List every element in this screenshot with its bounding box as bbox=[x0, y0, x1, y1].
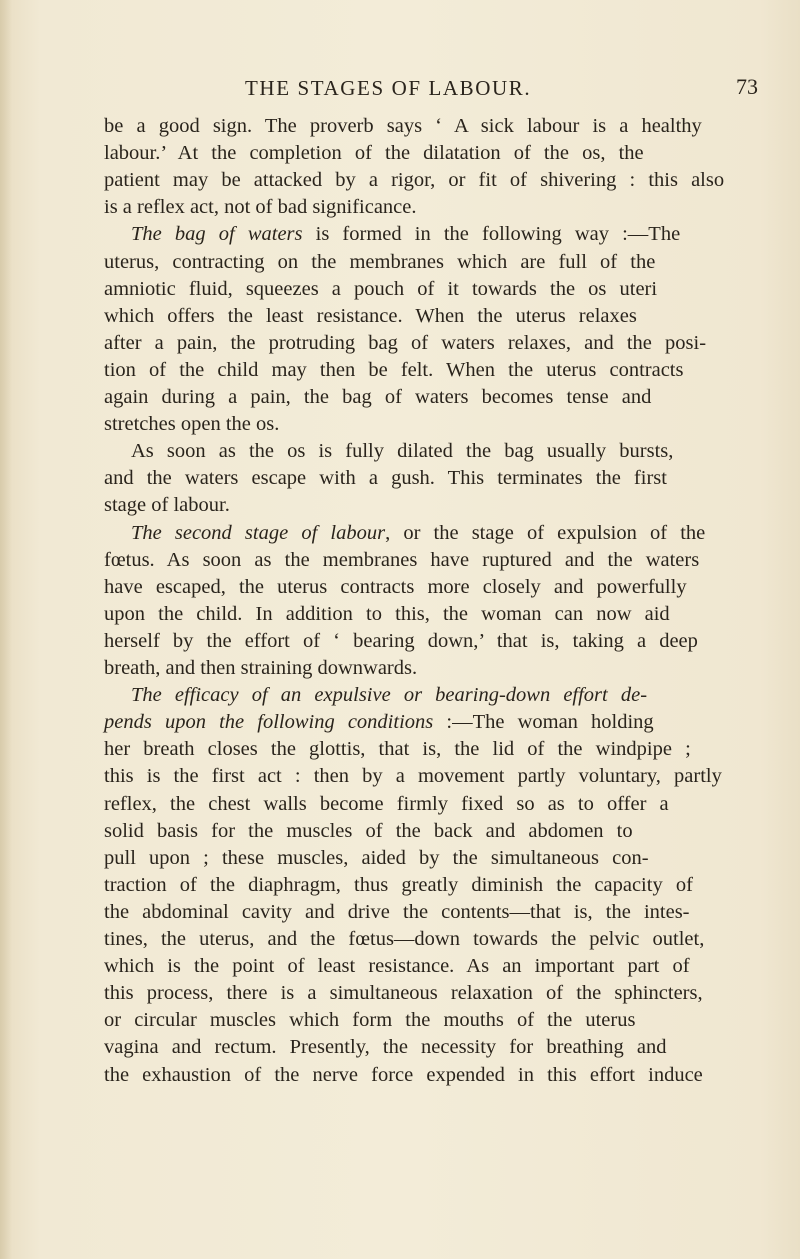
text-line-content bbox=[104, 708, 654, 736]
text-line bbox=[104, 248, 655, 276]
text-run: and the waters escape with a gush. This terminates the first bbox=[104, 467, 667, 490]
text-run: this is the first act : then by a movement partly voluntary, partly bbox=[104, 765, 722, 788]
italic-run: The bag of waters bbox=[131, 223, 303, 246]
text-run: amniotic fluid, squeezes a pouch of it towards the os uteri bbox=[104, 277, 658, 300]
text-run: pull upon ; these muscles, aided by the simultaneous con- bbox=[104, 846, 649, 869]
text-line-content bbox=[104, 600, 670, 628]
text-line bbox=[104, 762, 722, 790]
text-line bbox=[104, 1033, 666, 1061]
text-run: be a good sign. The proverb says ‘ A sick labour is a healthy bbox=[104, 115, 702, 137]
text-line-content bbox=[131, 681, 647, 709]
text-line bbox=[104, 817, 633, 845]
text-run: again during a pain, the bag of waters becomes tense and bbox=[104, 386, 652, 408]
text-run: vagina and rectum. Presently, the necessity for breathing and bbox=[104, 1036, 667, 1059]
text-run: upon the child. In addition to this, the woman can now aid bbox=[104, 602, 670, 625]
text-line bbox=[104, 410, 279, 438]
text-line-content bbox=[104, 275, 657, 303]
text-line-content bbox=[104, 898, 690, 926]
text-line-content bbox=[104, 302, 637, 330]
text-line-content bbox=[104, 817, 633, 845]
page-header bbox=[0, 76, 800, 106]
text-run: uterus, contracting on the membranes which are full of the bbox=[104, 250, 656, 273]
text-line-content bbox=[104, 139, 644, 167]
text-run: is a reflex act, not of bad significance. bbox=[104, 196, 417, 219]
text-line bbox=[104, 790, 669, 818]
text-line-content bbox=[104, 654, 417, 682]
text-line-content bbox=[131, 437, 673, 465]
text-run: which offers the least resistance. When the uterus relaxes bbox=[104, 304, 637, 327]
italic-run: pends upon the following conditions bbox=[104, 711, 434, 734]
text-line-content bbox=[104, 979, 703, 1007]
text-line-content bbox=[104, 1033, 666, 1061]
text-line bbox=[104, 356, 683, 384]
text-line-content bbox=[104, 925, 704, 953]
text-line-content bbox=[104, 735, 691, 763]
text-line bbox=[104, 627, 698, 655]
text-run: is formed in the following way :—The bbox=[302, 223, 681, 246]
text-line bbox=[104, 952, 690, 980]
text-line bbox=[104, 708, 654, 736]
text-run: , or the stage of expulsion of the bbox=[385, 521, 706, 544]
text-line bbox=[131, 220, 680, 248]
text-line bbox=[104, 112, 702, 140]
text-line bbox=[104, 898, 690, 926]
text-line bbox=[104, 302, 637, 330]
text-line bbox=[104, 925, 704, 953]
text-run: herself by the effort of ‘ bearing down,’ that is, taking a deep bbox=[104, 629, 698, 652]
text-run: stage of labour. bbox=[104, 494, 230, 517]
text-run: her breath closes the glottis, that is, the lid of the windpipe ; bbox=[104, 738, 691, 761]
text-line bbox=[104, 844, 649, 872]
text-line-content bbox=[104, 193, 417, 221]
text-line-content bbox=[131, 220, 680, 248]
text-line-content bbox=[104, 112, 702, 140]
text-run: the abdominal cavity and drive the contents—that is, the intes- bbox=[104, 900, 690, 923]
text-line bbox=[131, 437, 673, 465]
text-run: the exhaustion of the nerve force expended in this effort induce bbox=[104, 1063, 703, 1086]
text-run: :—The woman holding bbox=[433, 711, 654, 734]
text-line-content bbox=[104, 410, 279, 438]
italic-run: The second stage of labour bbox=[131, 521, 386, 544]
text-line bbox=[104, 139, 644, 167]
text-run: labour.’ At the completion of the dilatation of the os, the bbox=[104, 142, 644, 165]
text-line-content bbox=[104, 627, 698, 655]
text-line bbox=[104, 383, 651, 411]
text-line-content bbox=[104, 491, 230, 519]
text-line bbox=[104, 193, 417, 221]
text-line-content bbox=[104, 329, 706, 357]
text-run: traction of the diaphragm, thus greatly diminish the capacity of bbox=[104, 873, 693, 896]
text-line bbox=[104, 464, 667, 492]
text-line-content bbox=[104, 1006, 635, 1034]
text-line-content bbox=[104, 546, 699, 574]
page-gutter-shadow bbox=[0, 0, 12, 1259]
text-line bbox=[104, 1006, 635, 1034]
text-line-content bbox=[104, 952, 690, 980]
text-run: or circular muscles which form the mouths of the uterus bbox=[104, 1009, 636, 1032]
text-line bbox=[104, 735, 691, 763]
page-number: 73 bbox=[736, 74, 758, 99]
text-run: tines, the uterus, and the fœtus—down towards the pelvic outlet, bbox=[104, 928, 705, 950]
text-line bbox=[104, 600, 670, 628]
text-run: tion of the child may then be felt. When the uterus contracts bbox=[104, 358, 684, 381]
text-line-content bbox=[104, 871, 693, 899]
text-line-content bbox=[104, 573, 687, 601]
text-line bbox=[104, 491, 230, 519]
text-line bbox=[131, 681, 647, 709]
text-run: this process, there is a simultaneous relaxation of the sphincters, bbox=[104, 982, 703, 1005]
running-head: THE STAGES OF LABOUR. bbox=[245, 76, 532, 100]
text-line bbox=[104, 1061, 703, 1089]
text-run: after a pain, the protruding bag of waters relaxes, and the posi- bbox=[104, 331, 707, 354]
text-run: have escaped, the uterus contracts more closely and powerfully bbox=[104, 575, 687, 598]
italic-run: The efficacy of an expulsive or bearing-down effort de- bbox=[131, 684, 648, 707]
text-line bbox=[104, 979, 703, 1007]
text-line bbox=[104, 871, 693, 899]
text-line bbox=[131, 519, 705, 547]
text-line-content bbox=[104, 166, 724, 194]
text-line-content bbox=[104, 1061, 703, 1089]
text-run: patient may be attacked by a rigor, or fit of shivering : this also bbox=[104, 169, 725, 192]
text-line-content bbox=[104, 790, 669, 818]
text-run: As soon as the os is fully dilated the bag usually bursts, bbox=[131, 440, 674, 463]
text-line bbox=[104, 654, 417, 682]
text-run: which is the point of least resistance. As an important part of bbox=[104, 955, 690, 978]
text-run: solid basis for the muscles of the back and abdomen to bbox=[104, 819, 633, 842]
text-run: fœtus. As soon as the membranes have ruptured and the waters bbox=[104, 548, 700, 571]
text-line bbox=[104, 166, 724, 194]
text-line bbox=[104, 275, 657, 303]
text-line bbox=[104, 573, 687, 601]
text-run: breath, and then straining downwards. bbox=[104, 657, 418, 679]
text-line-content bbox=[104, 383, 651, 411]
text-line bbox=[104, 329, 706, 357]
text-line-content bbox=[104, 762, 722, 790]
text-line-content bbox=[104, 248, 655, 276]
text-line bbox=[104, 546, 699, 574]
text-line-content bbox=[104, 464, 667, 492]
text-line-content bbox=[104, 356, 683, 384]
text-run: reflex, the chest walls become firmly fixed so as to offer a bbox=[104, 792, 669, 815]
text-run: stretches open the os. bbox=[104, 413, 280, 436]
text-line-content bbox=[131, 519, 705, 547]
text-line-content bbox=[104, 844, 649, 872]
